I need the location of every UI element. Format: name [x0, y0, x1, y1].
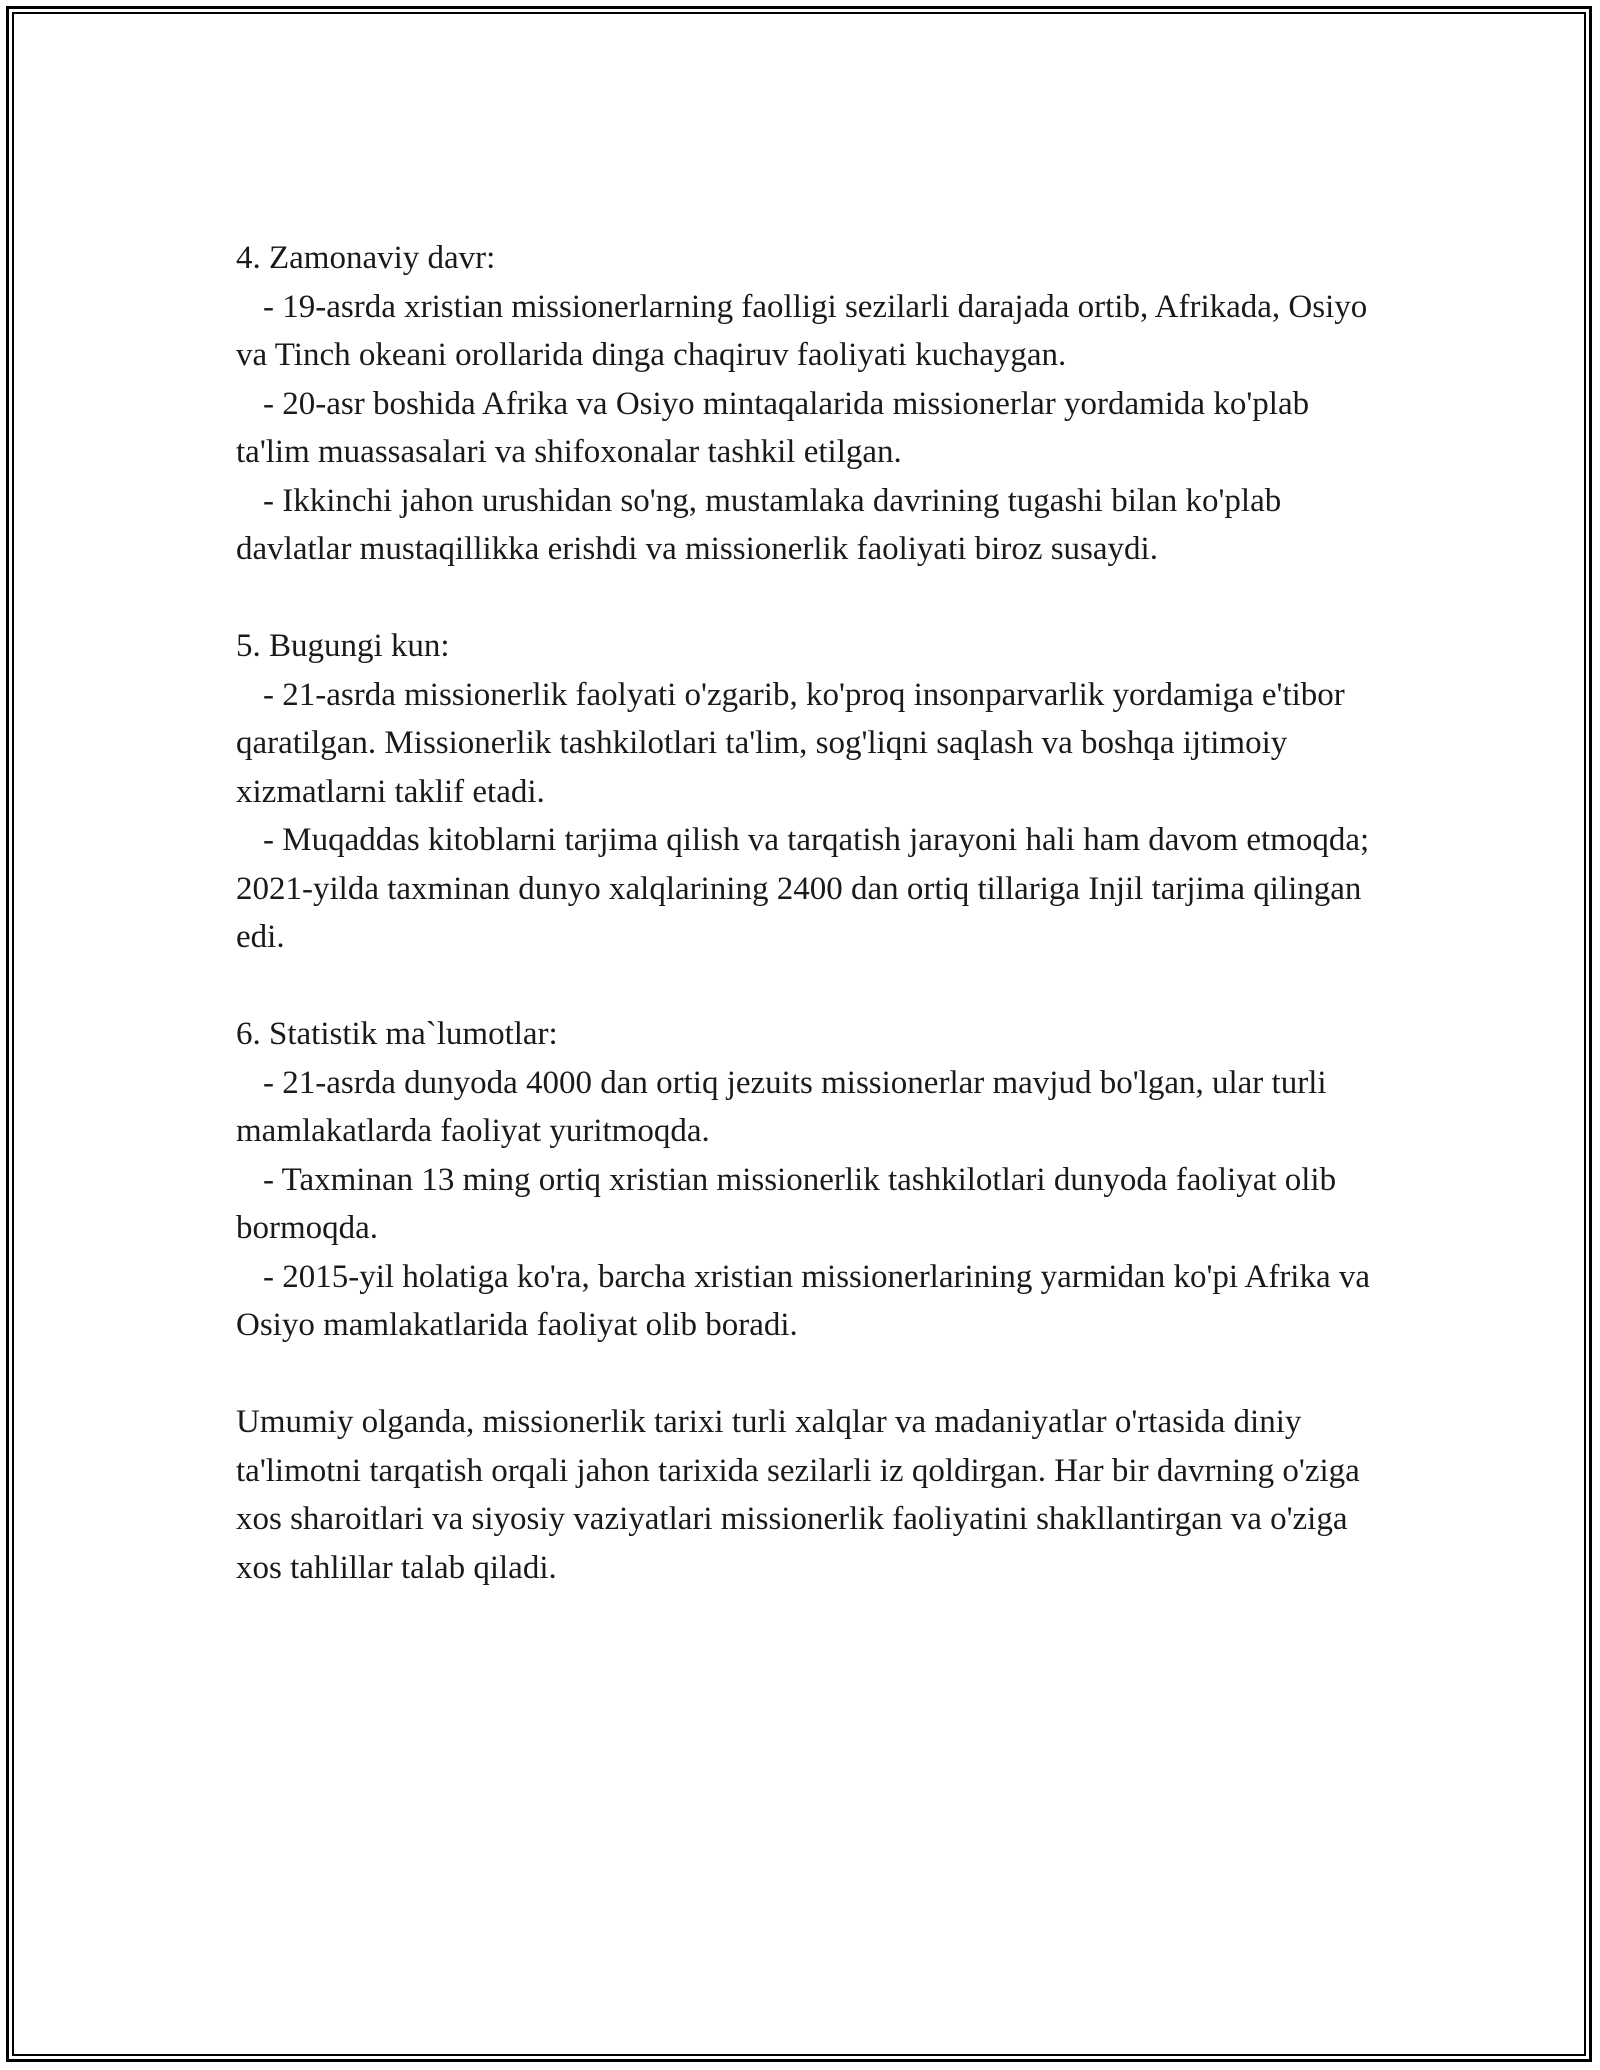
list-item: - Taxminan 13 ming ortiq xristian missionerlik tashkilotlari dunyoda faoliyat olib bormoqda. — [236, 1161, 1337, 1246]
list-item: - 21-asrda missionerlik faolyati o'zgarib, ko'proq insonparvarlik yordamiga e'tibor qaratilgan. Missionerlik tashkilotlari ta'lim, sog'liqni saqlash va boshqa ijtimoiy xizmatlarni taklif etadi. — [236, 676, 1345, 810]
list-item: - Muqaddas kitoblarni tarjima qilish va tarqatish jarayoni hali ham davom etmoqda; 2021-yilda taxminan dunyo xalqlarining 2400 dan ortiq tillariga Injil tarjima qilingan edi. — [236, 822, 1370, 955]
section-zamonaviy-davr — [236, 234, 1386, 574]
list-item: - 20-asr boshida Afrika va Osiyo mintaqalarida missionerlar yordamida ko'plab ta'lim muassasalari va shifoxonalar tashkil etilgan. — [236, 385, 1310, 470]
list-item: - 21-asrda dunyoda 4000 dan ortiq jezuits missionerlar mavjud bo'lgan, ular turli mamlakatlarda faoliyat yuritmoqda. — [236, 1064, 1327, 1149]
section-heading: 5. Bugungi kun: — [236, 628, 450, 664]
document-body — [236, 234, 1386, 1592]
section-bugungi-kun — [236, 622, 1386, 962]
list-item: - 2015-yil holatiga ko'ra, barcha xristian missionerlarining yarmidan ko'pi Afrika va Osiyo mamlakatlarida faoliyat olib boradi. — [236, 1258, 1371, 1343]
list-item: - 19-asrda xristian missionerlarning faolligi sezilarli darajada ortib, Afrikada, Osiyo va Tinch okeani orollarida dinga chaqiruv faoliyati kuchaygan. — [236, 288, 1368, 373]
section-heading: 6. Statistik ma`lumotlar: — [236, 1016, 558, 1052]
section-statistik-malumotlar — [236, 1010, 1386, 1350]
summary-paragraph: Umumiy olganda, missionerlik tarixi turli xalqlar va madaniyatlar o'rtasida diniy ta'limotni tarqatish orqali jahon tarixida sezilarli iz qoldirgan. Har bir davrning o'ziga xos sharoitlari va siyosiy vaziyatlari missionerlik faoliyatini shakllantirgan va o'ziga xos tahlillar talab qiladi. — [236, 1404, 1360, 1586]
section-heading: 4. Zamonaviy davr: — [236, 240, 496, 276]
list-item: - Ikkinchi jahon urushidan so'ng, mustamlaka davrining tugashi bilan ko'plab davlatlar mustaqillikka erishdi va missionerlik faoliyati biroz susaydi. — [236, 482, 1282, 567]
